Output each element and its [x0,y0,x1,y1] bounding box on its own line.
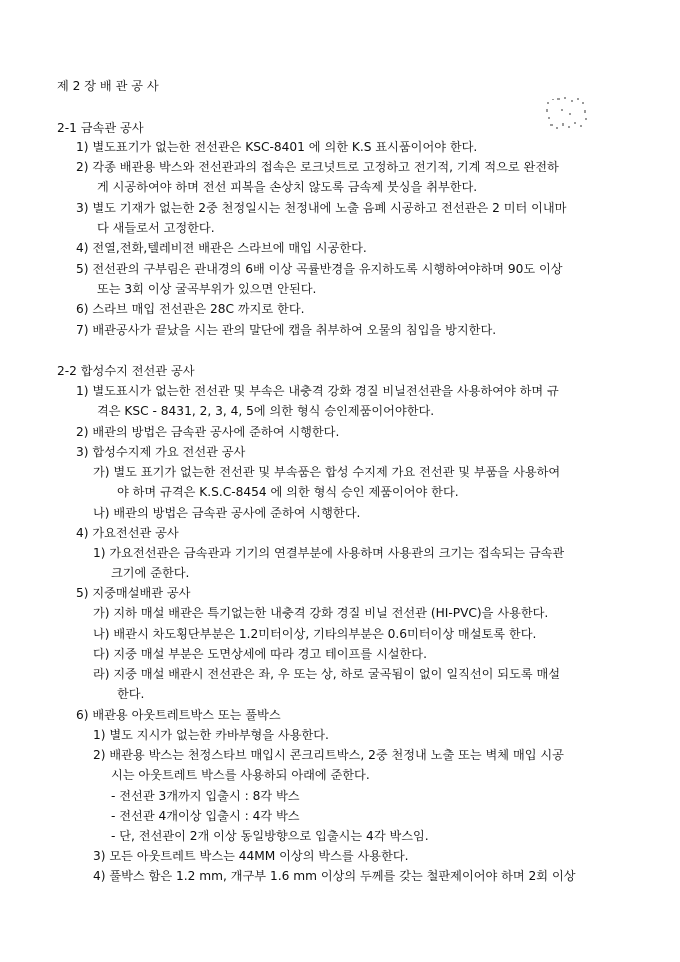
list-item: 6) 스라브 매입 전선관은 28C 까지로 한다. [76,302,305,316]
sub-list-item-continuation: 크기에 준한다. [111,566,190,580]
sub-list-item: 가) 지하 매설 배관은 특기없는한 내충격 강화 경질 비닐 전선관 (HI-PVC)을 사용한다. [93,606,549,620]
list-item: 1) 별도표시가 없는한 전선관 및 부속은 내충격 강화 경질 비닐전선관을 사용하여야 하며 규 [76,384,559,398]
stamp-mark [544,96,590,132]
sub-list-item: 다) 지중 매설 부분은 도면상세에 따라 경고 테이프를 시설한다. [93,647,427,661]
list-item-continuation: 또는 3회 이상 굴곡부위가 있으면 안된다. [97,282,317,296]
sub-list-item: 1) 가요전선관은 금속관과 기기의 연결부분에 사용하며 사용관의 크기는 접속되는 금속관 [93,546,565,560]
list-item: 4) 가요전선관 공사 [76,526,179,540]
sub-list-item-continuation: 야 하며 규격은 K.S.C-8454 에 의한 형식 승인 제품이어야 한다. [117,485,459,499]
sub-list-item: 4) 풀박스 함은 1.2 mm, 개구부 1.6 mm 이상의 두께를 갖는 철판제이어야 하며 2회 이상 [93,869,576,883]
sub-list-item-continuation: 시는 아웃트레트 박스를 사용하되 아래에 준한다. [111,768,370,782]
section-heading-2-2: 2-2 합성수지 전선관 공사 [57,364,195,378]
sub-list-item: 1) 별도 지시가 없는한 카바부형을 사용한다. [93,728,329,742]
list-item: 5) 전선관의 구부림은 관내경의 6배 이상 곡률반경을 유지하도록 시행하여야하며 90도 이상 [76,262,563,276]
sub-list-item: 3) 모든 아웃트레트 박스는 44MM 이상의 박스를 사용한다. [93,849,409,863]
sub-list-item-continuation: 한다. [117,687,145,701]
list-item-continuation: 게 시공하여야 하며 전선 피복을 손상치 않도록 금속제 붓싱을 취부한다. [97,180,478,194]
list-item: 1) 별도표기가 없는한 전선관은 KSC-8401 에 의한 K.S 표시품이어야 한다. [76,140,478,154]
dash-item: - 전선관 3개까지 입출시 : 8각 박스 [111,789,300,803]
list-item: 2) 각종 배관용 박스와 전선관과의 접속은 로크넛트로 고정하고 전기적, 기계 적으로 완전하 [76,160,559,174]
list-item: 5) 지중매설배관 공사 [76,586,191,600]
list-item-continuation: 격은 KSC - 8431, 2, 3, 4, 5에 의한 형식 승인제품이어야한다. [97,404,435,418]
sub-list-item: 나) 배관의 방법은 금속관 공사에 준하여 시행한다. [93,506,361,520]
section-heading-2-1: 2-1 금속관 공사 [57,121,144,135]
sub-list-item: 가) 별도 표기가 없는한 전선관 및 부속품은 합성 수지제 가요 전선관 및 부품을 사용하여 [93,465,561,479]
dash-item: - 단, 전선관이 2개 이상 동일방향으로 입출시는 4각 박스임. [111,829,429,843]
list-item: 3) 합성수지제 가요 전선관 공사 [76,445,246,459]
list-item: 7) 배관공사가 끝났을 시는 관의 말단에 캡을 취부하여 오물의 침입을 방지한다. [76,323,497,337]
list-item: 6) 배관용 아웃트레트박스 또는 풀박스 [76,708,281,722]
list-item: 2) 배관의 방법은 금속관 공사에 준하여 시행한다. [76,425,340,439]
list-item: 3) 별도 기재가 없는한 2중 천정일시는 천정내에 노출 음폐 시공하고 전선관은 2 미터 이내마 [76,201,567,215]
list-item: 4) 전열,전화,텔레비젼 배관은 스라브에 매입 시공한다. [76,241,367,255]
sub-list-item: 라) 지중 매설 배관시 전선관은 좌, 우 또는 상, 하로 굴곡됨이 없이 일직선이 되도록 매설 [93,667,561,681]
chapter-title: 제 2 장 배 관 공 사 [57,79,159,93]
sub-list-item: 2) 배관용 박스는 천정스타브 매입시 콘크리트박스, 2중 천정내 노출 또는 벽체 매입 시공 [93,748,564,762]
sub-list-item: 나) 배관시 차도횡단부분은 1.2미터이상, 기타의부분은 0.6미터이상 매설토록 한다. [93,627,537,641]
dash-item: - 전선관 4개이상 입출시 : 4각 박스 [111,809,300,823]
list-item-continuation: 다 새들로서 고정한다. [97,221,215,235]
